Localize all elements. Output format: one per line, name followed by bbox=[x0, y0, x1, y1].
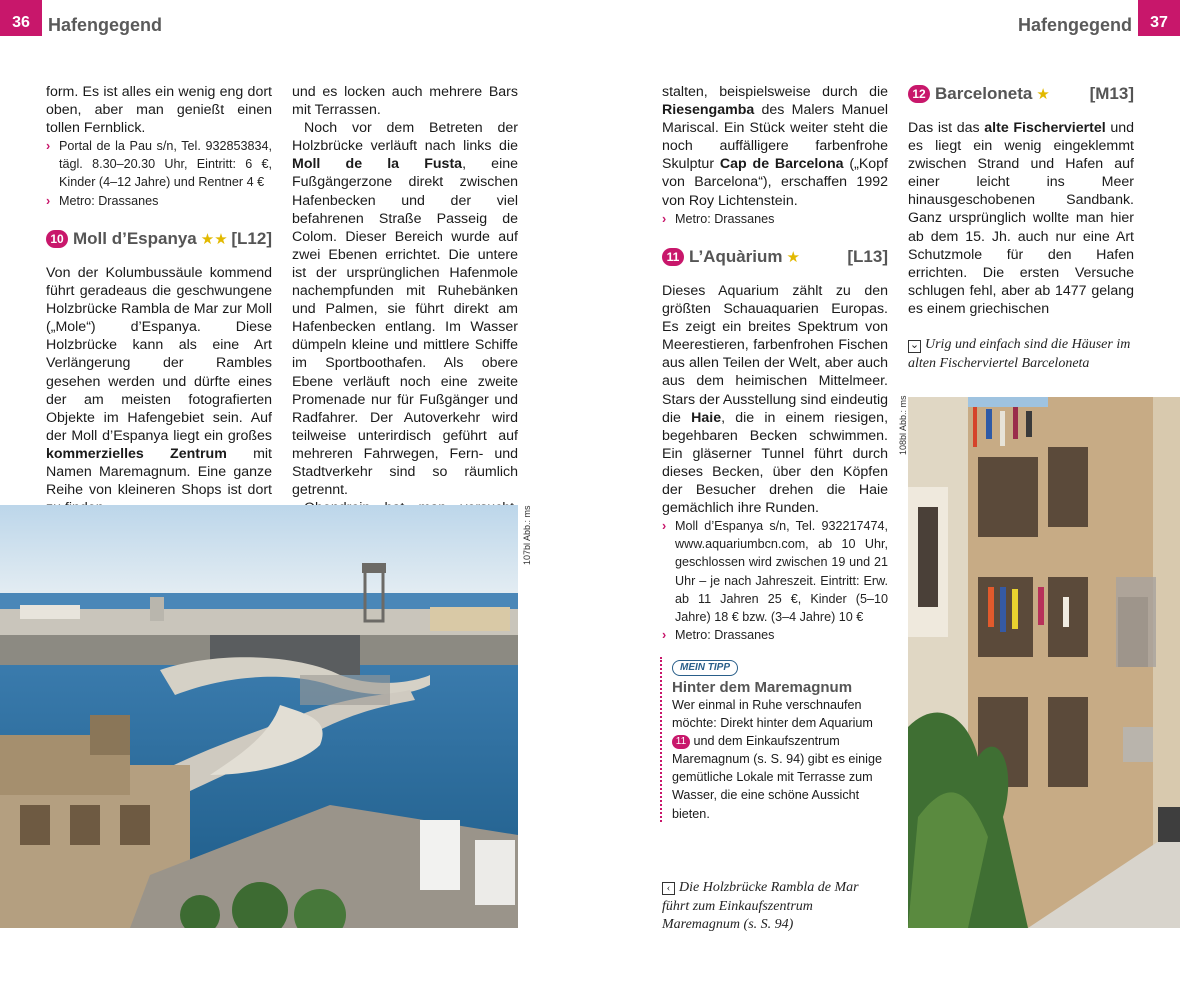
section-title: Barceloneta bbox=[935, 84, 1033, 103]
map-grid-ref: [M13] bbox=[1089, 84, 1134, 103]
section-title: L’Aquàrium bbox=[689, 247, 783, 266]
col2-paragraph: Noch vor dem Betreten der Holzbrücke verläuft nach links die Moll de la Fusta, eine Fußgängerzone direkt zwischen Hafenbecken und der viel befahrenen Straße Passeig de Colom. Dieser Bereich wurde auf zwei Ebenen errichtet. Die untere ist der ursprünglichen Hafenmole nachempfunden mit Ruhebänken und Palmen, sie führt direkt am Hafenbecken entlang. Im Wasser dümpeln kleine und mittlere Schiffe im Sportboothafen. Als obere Ebene verläuft noch eine zweite Promenade nur für Fußgänger und Radfahrer. Der Autoverkehr wird teilweise unterirdisch geführt auf mehreren Fahrwegen, Fern- und Stadtverkehr sind so räumlich getrennt. bbox=[292, 120, 518, 499]
col1-info bbox=[46, 137, 272, 209]
col3-paragraph: Dieses Aquarium zählt zu den größten Schauaquarien Europas. Es zeigt ein breites Spektrum von Meerestieren, farbenfrohen Fischen aus allen Teilen der Welt, aber auch aus dem heimischen Mittelmeer. Stars der Ausstellung sind eindeutig die Haie, die in einem riesigen, begehbaren Becken schwimmen. Ein gläserner Tunnel führt durch dieses Becken, über den Köpfen der Besucher drehen die Haie gemächlich ihre Runden. bbox=[662, 283, 889, 517]
section-title: Moll d’Espanya bbox=[73, 229, 197, 248]
barceloneta-photo-graphic bbox=[908, 397, 1180, 928]
col3-paragraph: stalten, beispielsweise durch die Riesengamba des Malers Manuel Mariscal. Ein Stück weiter steht die noch auffälligere farbenfrohe Skulptur Cap de Barcelona („Kopf von Barcelona“), erschaffen 1992 von Roy Lichtenstein. bbox=[662, 84, 888, 209]
chevron-right-icon: › bbox=[662, 519, 667, 534]
section-number-badge: 10 bbox=[46, 230, 68, 248]
col4-paragraph: Das ist das alte Fischerviertel und es liegt ein wenig eingeklemmt zwischen Strand und Hafen auf einer leicht ins Meer hinausgeschobenen Sandbank. Ganz ursprünglich wollte man hier ab dem 15. Jh. auch nur eine Art Schutzmole für den Hafen errichten. Die ersten Versuche schlugen fehl, aber ab 1477 gelang es einem griechischen bbox=[908, 120, 1134, 317]
section-number-badge: 11 bbox=[662, 248, 684, 266]
chevron-right-icon: › bbox=[46, 193, 51, 208]
right-running-title: Hafengegend bbox=[1017, 15, 1132, 35]
photo-credit: 107bl Abb.: ms bbox=[522, 505, 532, 565]
col2-paragraph: und es locken auch mehrere Bars mit Terrassen. bbox=[292, 84, 518, 119]
harbour-photo bbox=[0, 505, 518, 928]
down-arrow-icon: ⌄ bbox=[909, 339, 920, 351]
info-row: › Portal de la Pau s/n, Tel. 932853834, tägl. 8.30–20.30 Uhr, Eintritt: 6 €, Kinder (4–12 Jahre) und Rentner 4 € bbox=[46, 139, 272, 190]
col1-paragraph: form. Es ist alles ein wenig eng dort oben, aber man genießt einen tollen Fernblick. bbox=[46, 84, 272, 137]
section-heading-laquarium bbox=[662, 244, 888, 270]
chevron-right-icon: › bbox=[662, 627, 667, 642]
col3-info bbox=[662, 517, 888, 644]
photo-credit: 108bl Abb.: ms bbox=[898, 395, 908, 455]
column-3-section bbox=[662, 282, 888, 644]
column-2 bbox=[292, 83, 518, 535]
tip-box bbox=[660, 657, 892, 822]
left-page-number: 36 bbox=[0, 0, 42, 36]
chevron-right-icon: › bbox=[46, 139, 51, 154]
right-page-number: 37 bbox=[1138, 0, 1180, 36]
col1-paragraph: Von der Kolumbussäule kommend führt geradeaus die geschwungene Holzbrücke Rambla de Mar zur Moll („Mole“) d’Espanya. Diese Holzbrücke kann als eine Art Verlängerung der Rambles gesehen werden und dürfte eines der am meisten fotografierten Objekte im Hafengebiet sein. Auf der Moll d’Espanya liegt ein großes kommerzielles Zentrum mit Namen Maremagnum. Eine ganze Reihe von kleineren Shops ist dort bbox=[46, 265, 272, 499]
left-running-title: Hafengegend bbox=[48, 15, 163, 35]
section-number-badge: 12 bbox=[908, 85, 930, 103]
inline-number-badge: 11 bbox=[672, 735, 690, 749]
section-heading-moll-despanya bbox=[46, 226, 272, 252]
info-row: › Metro: Drassanes bbox=[46, 192, 272, 210]
tip-text: Wer einmal in Ruhe verschnaufen möchte: Direkt hinter dem Aquarium 11 und dem Einkaufszentrum Maremagnum (s. S. 94) gibt es einige gemütliche Lokale mit Terrasse zum Wasser, die eine schöne Aussicht bieten. bbox=[672, 698, 882, 821]
section-heading-barceloneta bbox=[908, 81, 1134, 107]
map-grid-ref: [L13] bbox=[847, 247, 888, 266]
tip-title: Hinter dem Maremagnum bbox=[672, 679, 853, 696]
star-rating-icon: ★ bbox=[1036, 86, 1050, 103]
star-rating-icon: ★ bbox=[786, 249, 800, 266]
map-grid-ref: [L12] bbox=[231, 229, 272, 248]
star-rating-icon: ★★ bbox=[200, 231, 228, 248]
mein-tipp-badge: MEIN TIPP bbox=[672, 660, 738, 676]
info-row: › Moll d’Espanya s/n, Tel. 932217474, www.aquariumbcn.com, ab 10 Uhr, geschlossen wird zwischen 19 und 21 Uhr – je nach Jahreszeit. Eintritt: Erw. ab 11 Jahren 25 €, Kinder (5–10 Jahre) 18 € bzw. (3–4 Jahre) 10 € bbox=[662, 519, 888, 624]
chevron-right-icon: › bbox=[662, 211, 667, 226]
column-4 bbox=[908, 119, 1134, 318]
column-3 bbox=[662, 83, 888, 228]
left-arrow-icon: ‹ bbox=[662, 882, 675, 895]
info-row: › Metro: Drassanes bbox=[662, 626, 888, 644]
column-1-section bbox=[46, 264, 272, 517]
harbour-photo-graphic bbox=[0, 505, 518, 928]
photo-caption-rambla: ‹ Die Holzbrücke Rambla de Mar führt zum Einkaufszentrum Maremagnum (s. S. 94) bbox=[662, 880, 859, 932]
col3-info bbox=[662, 210, 888, 228]
photo-caption-barceloneta: ⌄ Urig und einfach sind die Häuser im alten Fischerviertel Barceloneta bbox=[908, 337, 1131, 371]
barceloneta-photo bbox=[908, 397, 1180, 928]
column-1 bbox=[46, 83, 272, 210]
info-row: › Metro: Drassanes bbox=[662, 210, 888, 228]
